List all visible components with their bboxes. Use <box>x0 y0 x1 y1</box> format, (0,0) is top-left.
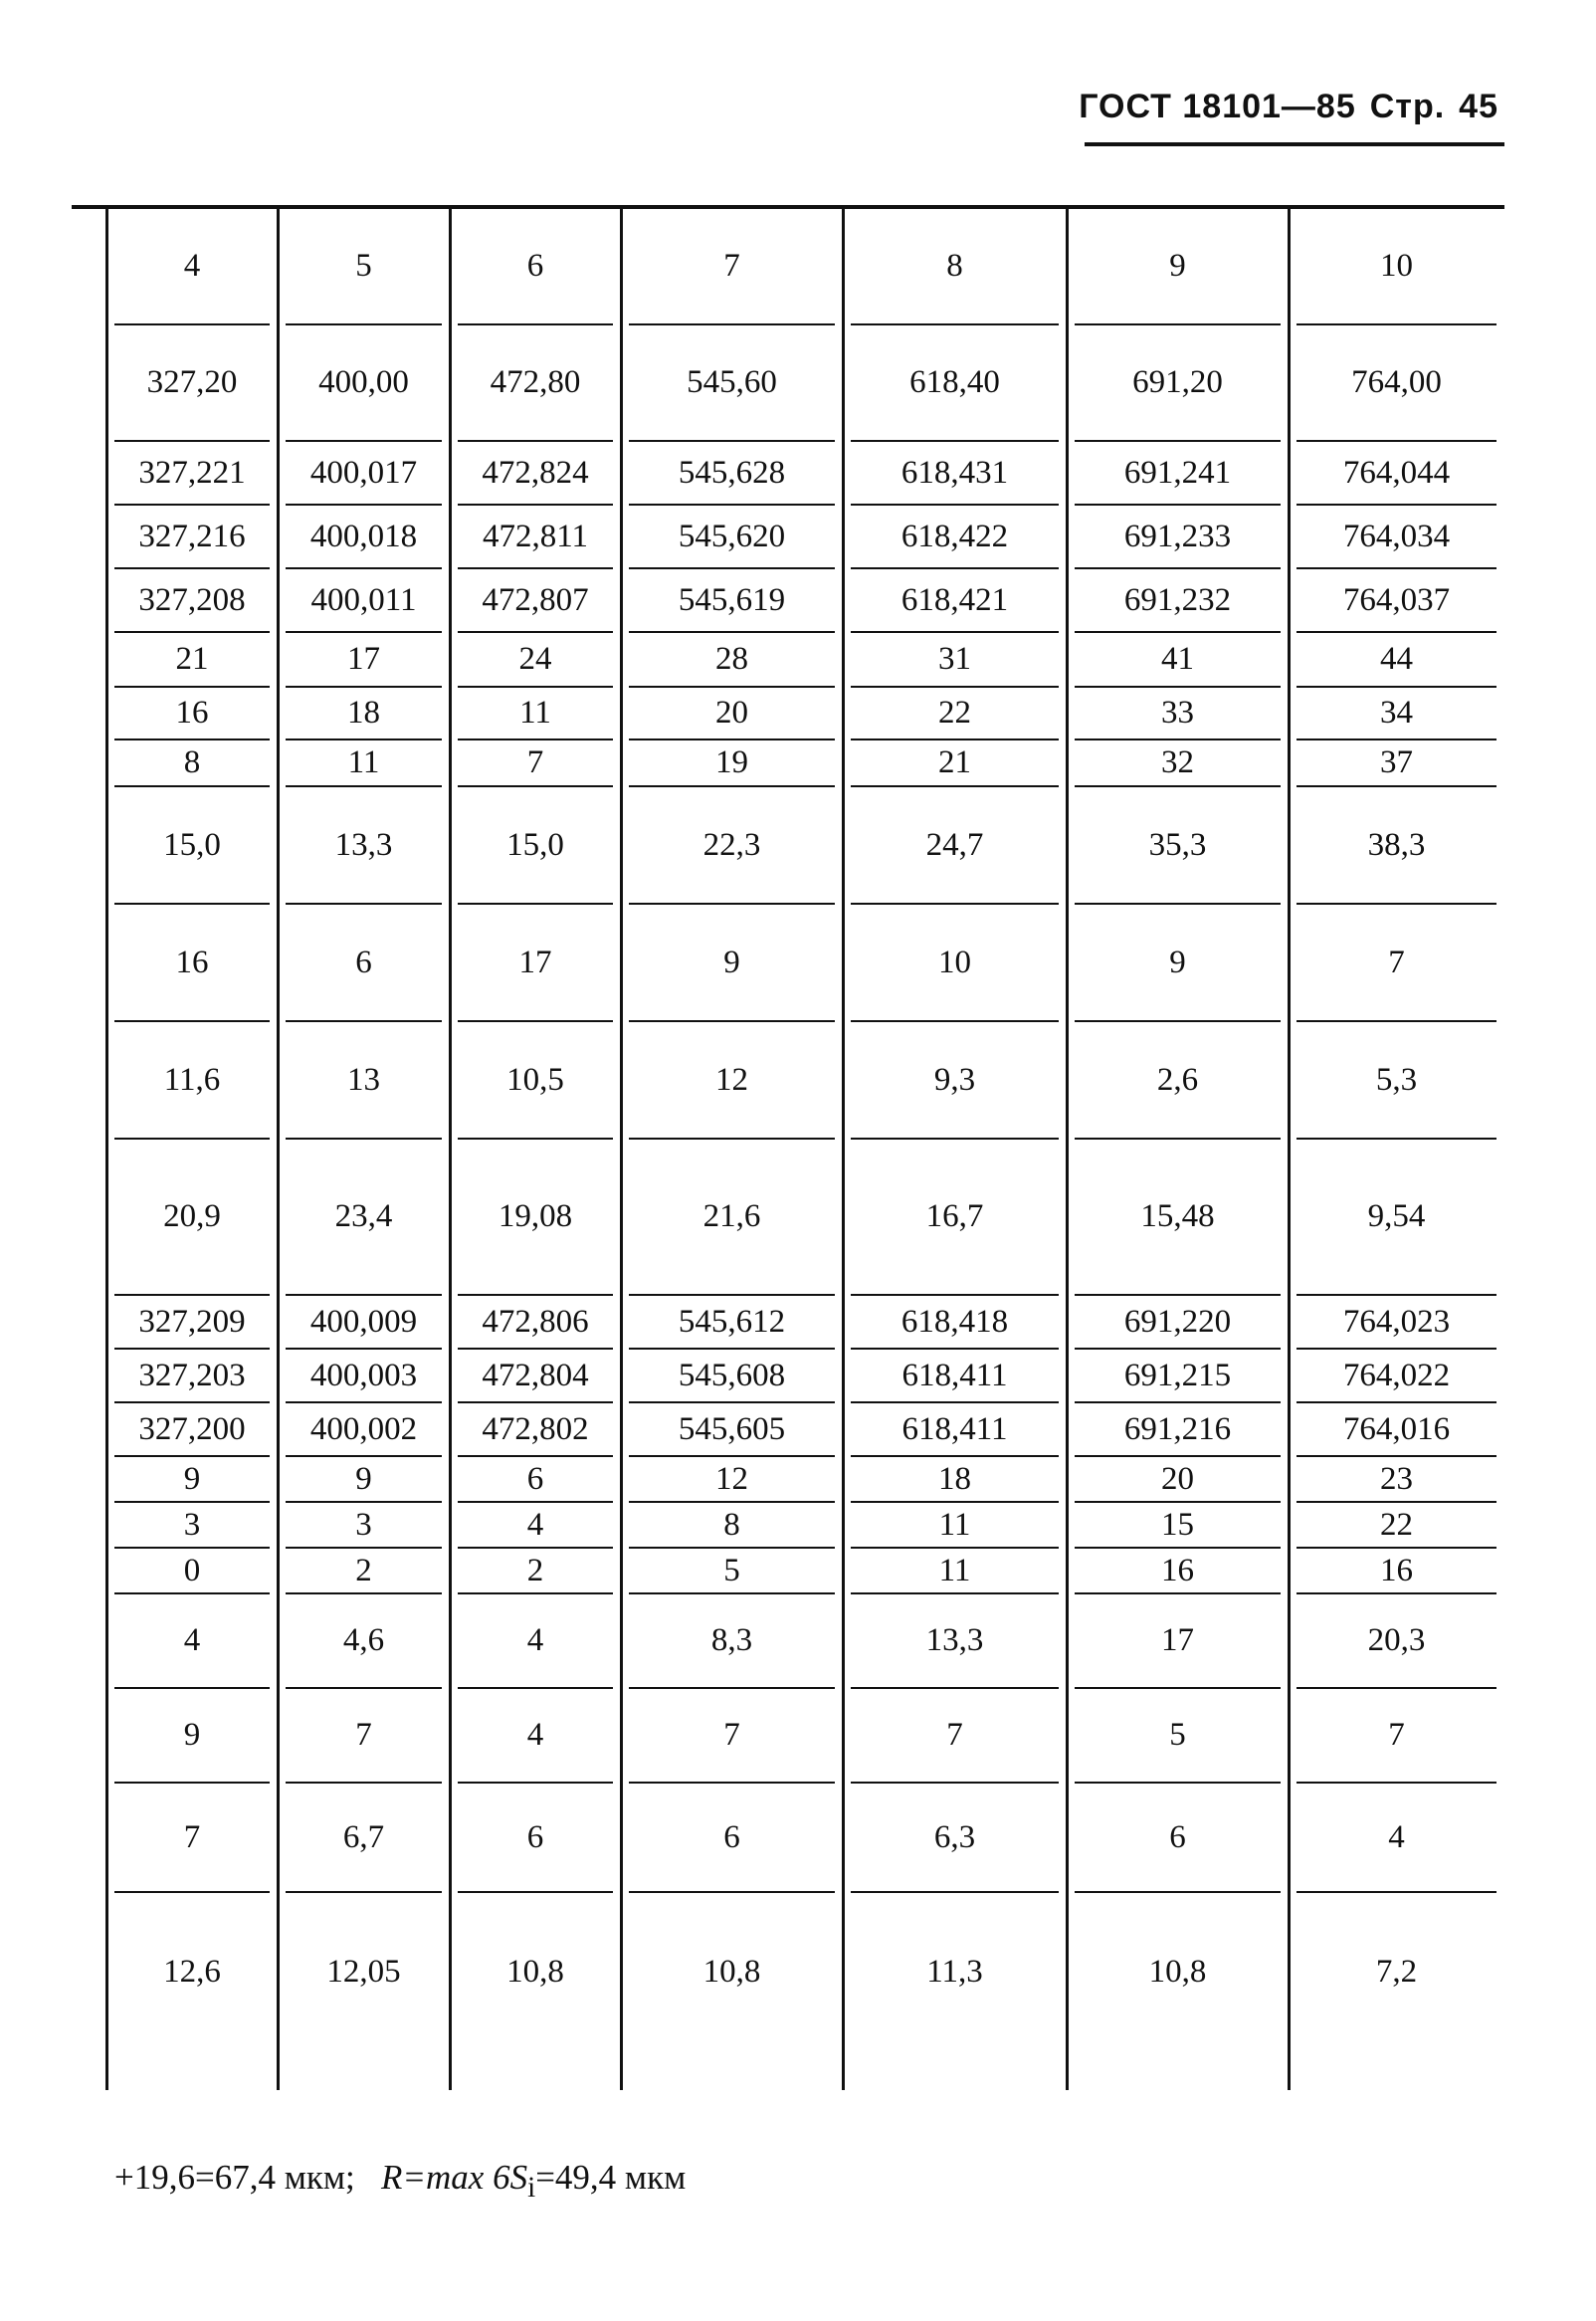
footer-part1: +19,6=67,4 мкм; <box>114 2158 355 2197</box>
table-cell: 7 <box>458 740 613 787</box>
table-cell: 7 <box>629 1689 835 1784</box>
table-cell: 20 <box>629 688 835 740</box>
table-cell: 16 <box>114 688 270 740</box>
column-divider <box>277 209 280 2090</box>
table-cell: 6,3 <box>851 1784 1059 1893</box>
table-cell: 15,0 <box>458 787 613 905</box>
table-cell: 4,6 <box>286 1594 442 1689</box>
table-cell: 4 <box>114 1594 270 1689</box>
table-cell: 6 <box>458 1457 613 1503</box>
table-cell: 400,017 <box>286 442 442 506</box>
table-cell: 545,605 <box>629 1403 835 1457</box>
table-cell: 12,05 <box>326 1953 401 1990</box>
table-cell: 472,804 <box>458 1350 613 1403</box>
table-cell: 545,608 <box>629 1350 835 1403</box>
table-cell: 19,08 <box>458 1140 613 1296</box>
table-cell: 327,216 <box>114 506 270 569</box>
table-cell: 32 <box>1075 740 1281 787</box>
column-divider <box>842 209 845 2090</box>
table-cell: 22 <box>851 688 1059 740</box>
table-cell: 9 <box>114 1689 270 1784</box>
column-header: 8 <box>851 209 1059 325</box>
page-label: Стр. <box>1369 88 1446 125</box>
table-cell: 18 <box>851 1457 1059 1503</box>
column-header: 10 <box>1297 209 1496 325</box>
table-cell: 764,022 <box>1297 1350 1496 1403</box>
table-cell: 11 <box>286 740 442 787</box>
table-cell: 618,40 <box>851 325 1059 442</box>
table-cell: 472,80 <box>458 325 613 442</box>
table-cell: 6 <box>1075 1784 1281 1893</box>
table-cell: 545,612 <box>629 1296 835 1350</box>
table-cell: 545,60 <box>629 325 835 442</box>
footer-formula <box>114 2158 686 2205</box>
footer-part3: =49,4 мкм <box>535 2158 687 2197</box>
table-column <box>114 209 270 2090</box>
table-cell: 400,009 <box>286 1296 442 1350</box>
table-cell: 691,220 <box>1075 1296 1281 1350</box>
table-cell: 400,00 <box>286 325 442 442</box>
table-cell: 13,3 <box>851 1594 1059 1689</box>
table-cell: 5 <box>629 1549 835 1594</box>
table-cell: 472,807 <box>458 569 613 633</box>
column-divider <box>105 209 108 2090</box>
column-header: 6 <box>458 209 613 325</box>
table-cell: 18 <box>286 688 442 740</box>
table-cell: 19 <box>629 740 835 787</box>
table-cell: 3 <box>286 1503 442 1549</box>
table-cell: 618,411 <box>851 1403 1059 1457</box>
table-cell: 545,619 <box>629 569 835 633</box>
table-cell: 9 <box>114 1457 270 1503</box>
table-column <box>629 209 835 2090</box>
table-cell: 764,044 <box>1297 442 1496 506</box>
table-cell: 8 <box>114 740 270 787</box>
table-cell: 6 <box>286 905 442 1022</box>
table-cell: 16 <box>1297 1549 1496 1594</box>
table-cell: 10,8 <box>702 1953 761 1990</box>
table-cell: 618,431 <box>851 442 1059 506</box>
table-cell: 5,3 <box>1297 1022 1496 1140</box>
table-cell: 691,215 <box>1075 1350 1281 1403</box>
table-cell: 2,6 <box>1075 1022 1281 1140</box>
table-cell: 7 <box>1297 1689 1496 1784</box>
table-column <box>286 209 442 2090</box>
table-cell: 400,003 <box>286 1350 442 1403</box>
table-cell: 7 <box>1297 905 1496 1022</box>
table-cell: 764,037 <box>1297 569 1496 633</box>
table-cell: 764,023 <box>1297 1296 1496 1350</box>
column-divider <box>620 209 623 2090</box>
table-cell: 12,6 <box>163 1953 221 1990</box>
table-cell: 8 <box>629 1503 835 1549</box>
table-cell: 11,3 <box>926 1953 983 1990</box>
column-divider <box>449 209 452 2090</box>
table-cell: 9,3 <box>851 1022 1059 1140</box>
table-cell: 15 <box>1075 1503 1281 1549</box>
table-cell: 691,233 <box>1075 506 1281 569</box>
table-cell: 545,628 <box>629 442 835 506</box>
table-cell: 15,0 <box>114 787 270 905</box>
table-cell: 21,6 <box>629 1140 835 1296</box>
table-cell: 6 <box>629 1784 835 1893</box>
table-cell: 2 <box>286 1549 442 1594</box>
table-cell: 472,811 <box>458 506 613 569</box>
table-cell: 764,00 <box>1297 325 1496 442</box>
table-cell: 327,221 <box>114 442 270 506</box>
table-cell: 24,7 <box>851 787 1059 905</box>
table-cell: 37 <box>1297 740 1496 787</box>
table-cell: 17 <box>458 905 613 1022</box>
table-cell: 7 <box>851 1689 1059 1784</box>
table-column <box>851 209 1059 2090</box>
table-cell: 6,7 <box>286 1784 442 1893</box>
table-cell: 327,20 <box>114 325 270 442</box>
table-cell: 9 <box>629 905 835 1022</box>
table-cell: 764,034 <box>1297 506 1496 569</box>
table-cell: 10,8 <box>1148 1953 1207 1990</box>
table-cell: 21 <box>851 740 1059 787</box>
table-cell: 400,018 <box>286 506 442 569</box>
table-cell: 7,2 <box>1375 1953 1418 1990</box>
table-cell: 5 <box>1075 1689 1281 1784</box>
table-cell: 22,3 <box>629 787 835 905</box>
table-cell: 327,208 <box>114 569 270 633</box>
table-cell: 24 <box>458 633 613 688</box>
table-cell: 33 <box>1075 688 1281 740</box>
table-cell: 9 <box>1075 905 1281 1022</box>
table-column <box>1075 209 1281 2090</box>
table-cell: 11 <box>458 688 613 740</box>
footer-part2: R=max 6S <box>381 2158 528 2197</box>
table-cell: 2 <box>458 1549 613 1594</box>
data-table <box>106 209 1504 2090</box>
table-cell: 691,216 <box>1075 1403 1281 1457</box>
table-cell: 17 <box>286 633 442 688</box>
column-header: 4 <box>114 209 270 325</box>
table-cell: 28 <box>629 633 835 688</box>
table-cell: 11 <box>851 1503 1059 1549</box>
table-cell: 22 <box>1297 1503 1496 1549</box>
table-cell: 35,3 <box>1075 787 1281 905</box>
table-cell: 44 <box>1297 633 1496 688</box>
table-cell: 691,20 <box>1075 325 1281 442</box>
table-cell: 23,4 <box>286 1140 442 1296</box>
table-cell: 3 <box>114 1503 270 1549</box>
table-column <box>458 209 613 2090</box>
table-cell: 4 <box>458 1503 613 1549</box>
table-cell: 13,3 <box>286 787 442 905</box>
column-header: 5 <box>286 209 442 325</box>
table-cell: 327,203 <box>114 1350 270 1403</box>
table-cell: 17 <box>1075 1594 1281 1689</box>
table-cell: 472,802 <box>458 1403 613 1457</box>
table-cell: 7 <box>286 1689 442 1784</box>
table-cell: 10,5 <box>458 1022 613 1140</box>
table-cell: 38,3 <box>1297 787 1496 905</box>
table-cell: 764,016 <box>1297 1403 1496 1457</box>
table-cell: 618,411 <box>851 1350 1059 1403</box>
table-cell: 20,9 <box>114 1140 270 1296</box>
table-cell: 11 <box>851 1549 1059 1594</box>
table-cell: 545,620 <box>629 506 835 569</box>
table-cell: 12 <box>629 1022 835 1140</box>
table-cell: 11,6 <box>114 1022 270 1140</box>
table-cell: 8,3 <box>629 1594 835 1689</box>
table-cell: 327,200 <box>114 1403 270 1457</box>
table-cell: 4 <box>1297 1784 1496 1893</box>
table-cell: 31 <box>851 633 1059 688</box>
table-cell: 400,002 <box>286 1403 442 1457</box>
table-cell: 9 <box>286 1457 442 1503</box>
header-rule <box>1085 142 1504 146</box>
table-cell: 4 <box>458 1594 613 1689</box>
table-cell: 327,209 <box>114 1296 270 1350</box>
table-cell: 0 <box>114 1549 270 1594</box>
table-cell: 691,241 <box>1075 442 1281 506</box>
table-cell: 16,7 <box>851 1140 1059 1296</box>
table-cell: 41 <box>1075 633 1281 688</box>
table-cell: 16 <box>1075 1549 1281 1594</box>
column-header: 9 <box>1075 209 1281 325</box>
gost-number: ГОСТ 18101—85 <box>1079 88 1356 125</box>
table-cell: 20,3 <box>1297 1594 1496 1689</box>
page-header <box>1079 88 1498 126</box>
table-cell: 10 <box>851 905 1059 1022</box>
table-cell: 15,48 <box>1075 1140 1281 1296</box>
column-divider <box>1288 209 1291 2090</box>
table-column <box>1297 209 1496 2090</box>
table-cell: 13 <box>286 1022 442 1140</box>
table-cell: 20 <box>1075 1457 1281 1503</box>
table-cell: 12 <box>629 1457 835 1503</box>
table-cell: 21 <box>114 633 270 688</box>
table-cell: 10,8 <box>506 1953 564 1990</box>
table-cell: 34 <box>1297 688 1496 740</box>
table-cell: 400,011 <box>286 569 442 633</box>
table-cell: 7 <box>114 1784 270 1893</box>
table-cell: 6 <box>458 1784 613 1893</box>
footer-sub: i <box>527 2172 536 2204</box>
table-cell: 691,232 <box>1075 569 1281 633</box>
column-divider <box>1066 209 1069 2090</box>
table-cell: 16 <box>114 905 270 1022</box>
table-cell: 23 <box>1297 1457 1496 1503</box>
table-cell: 472,824 <box>458 442 613 506</box>
table-cell: 618,421 <box>851 569 1059 633</box>
table-cell: 472,806 <box>458 1296 613 1350</box>
table-cell: 618,422 <box>851 506 1059 569</box>
table-cell: 618,418 <box>851 1296 1059 1350</box>
column-header: 7 <box>629 209 835 325</box>
page-number: 45 <box>1459 88 1498 125</box>
table-cell: 9,54 <box>1297 1140 1496 1296</box>
table-cell: 4 <box>458 1689 613 1784</box>
